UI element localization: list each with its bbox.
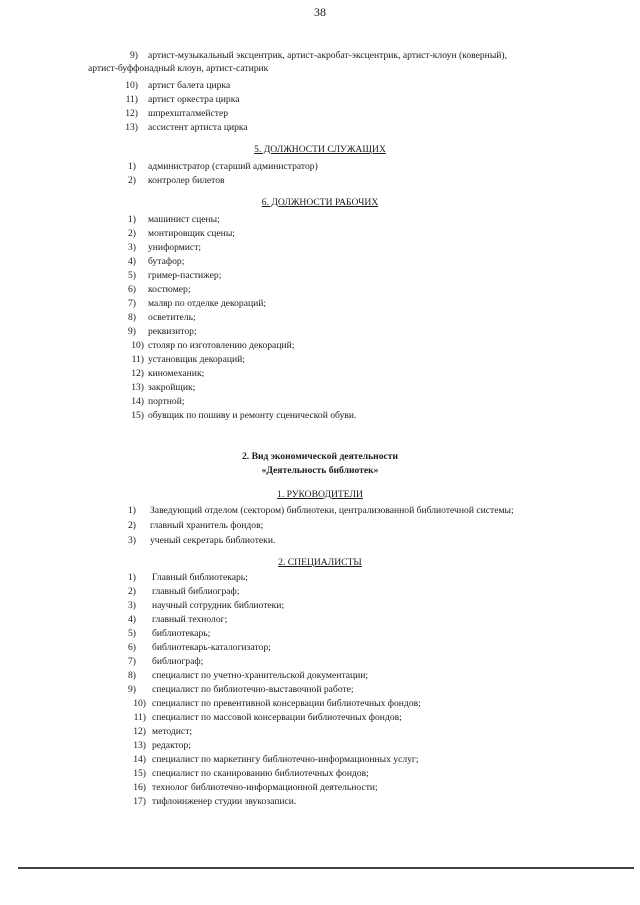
- list-item-number: 2): [128, 586, 136, 597]
- list-item-text: монтировщик сцены;: [148, 228, 235, 239]
- list-item-number: 9): [130, 50, 138, 61]
- list-item-text: киномеханик;: [148, 368, 205, 379]
- list-item-number: 16): [133, 782, 146, 793]
- list-item-number: 10): [133, 698, 146, 709]
- list-item-text: библиотекарь-каталогизатор;: [152, 642, 271, 653]
- list-item-text: главный технолог;: [152, 614, 228, 625]
- list-item-text: контролер билетов: [148, 175, 225, 186]
- list-item-number: 11): [131, 354, 144, 365]
- list-item-number: 13): [125, 122, 138, 133]
- list-item-text: специалист по превентивной консервации библиотечных фондов;: [152, 698, 421, 709]
- list-item-text: библиограф;: [152, 656, 204, 667]
- list-item-number: 10): [131, 340, 144, 351]
- list-item-text: главный хранитель фондов;: [150, 520, 264, 531]
- list-item-number: 11): [125, 94, 138, 105]
- list-item-text: униформист;: [148, 242, 202, 253]
- list-item-text: портной;: [148, 396, 185, 407]
- list-item-number: 15): [133, 768, 146, 779]
- list-item-text: специалист по маркетингу библиотечно-информационных услуг;: [152, 754, 419, 765]
- list-item-number: 1): [128, 505, 136, 516]
- list-item-text: ученый секретарь библиотеки.: [150, 535, 276, 546]
- list-item-text: маляр по отделке декораций;: [148, 298, 267, 309]
- list-item-text: специалист по библиотечно-выставочной работе;: [152, 684, 354, 695]
- list-item-text: машинист сцены;: [148, 214, 220, 225]
- section-heading: 6. ДОЛЖНОСТИ РАБОЧИХ: [261, 197, 379, 208]
- list-item-text: ассистент артиста цирка: [148, 122, 248, 133]
- list-item-text: обувщик по пошиву и ремонту сценической обуви.: [148, 410, 357, 421]
- list-item-text: артист-буффонадный клоун, артист-сатирик: [88, 63, 269, 74]
- list-item-number: 1): [128, 214, 136, 225]
- list-item-number: 4): [128, 256, 136, 267]
- list-item-text: технолог библиотечно-информационной деятельности;: [152, 782, 378, 793]
- list-item-text: специалист по массовой консервации библиотечных фондов;: [152, 712, 402, 723]
- list-item-text: установщик декораций;: [148, 354, 245, 365]
- list-item-number: 13): [133, 740, 146, 751]
- list-item-text: библиотекарь;: [152, 628, 211, 639]
- list-item-number: 13): [131, 382, 144, 393]
- list-item-text: артист-музыкальный эксцентрик, артист-акробат-эксцентрик, артист-клоун (коверный),: [148, 50, 507, 61]
- list-item-number: 2): [128, 228, 136, 239]
- list-item-number: 8): [128, 312, 136, 323]
- list-item-number: 6): [128, 284, 136, 295]
- section-heading: 1. РУКОВОДИТЕЛИ: [277, 489, 363, 500]
- list-item-text: гример-пастижер;: [148, 270, 222, 281]
- list-item-text: бутафор;: [148, 256, 185, 267]
- list-item-text: артист оркестра цирка: [148, 94, 240, 105]
- list-item-number: 2): [128, 520, 136, 531]
- list-item-number: 17): [133, 796, 146, 807]
- list-item-text: артист балета цирка: [148, 80, 231, 91]
- list-item-text: методист;: [152, 726, 193, 737]
- list-item-number: 4): [128, 614, 136, 625]
- list-item-text: научный сотрудник библиотеки;: [152, 600, 285, 611]
- list-item-text: шпрехшталмейстер: [148, 108, 229, 119]
- section-heading: 5. ДОЛЖНОСТИ СЛУЖАЩИХ: [254, 144, 386, 155]
- list-item-text: столяр по изготовлению декораций;: [148, 340, 295, 351]
- list-item-number: 12): [133, 726, 146, 737]
- list-item-number: 11): [133, 712, 146, 723]
- list-item-number: 3): [128, 535, 136, 546]
- list-item-text: тифлоинженер студии звукозаписи.: [152, 796, 297, 807]
- list-item-number: 8): [128, 670, 136, 681]
- activity-title: 2. Вид экономической деятельности: [241, 451, 399, 462]
- list-item-number: 15): [131, 410, 144, 421]
- list-item-text: специалист по сканированию библиотечных фондов;: [152, 768, 369, 779]
- list-item-text: администратор (старший администратор): [148, 161, 318, 172]
- section-heading: 2. СПЕЦИАЛИСТЫ: [278, 557, 362, 568]
- list-item-number: 12): [125, 108, 138, 119]
- page-bottom-rule: [18, 867, 634, 869]
- list-item-text: реквизитор;: [148, 326, 197, 337]
- list-item-number: 1): [128, 161, 136, 172]
- list-item-number: 7): [128, 298, 136, 309]
- list-item-number: 1): [128, 572, 136, 583]
- list-item-text: осветитель;: [148, 312, 196, 323]
- list-item-number: 3): [128, 242, 136, 253]
- list-item-text: Заведующий отделом (сектором) библиотеки, централизованной библиотечной системы;: [150, 505, 514, 516]
- list-item-text: закройщик;: [148, 382, 196, 393]
- list-item-number: 12): [131, 368, 144, 379]
- list-item-text: главный библиограф;: [152, 586, 240, 597]
- list-item-number: 5): [128, 270, 136, 281]
- list-item-text: специалист по учетно-хранительской документации;: [152, 670, 369, 681]
- list-item-number: 7): [128, 656, 136, 667]
- list-item-text: Главный библиотекарь;: [152, 572, 248, 583]
- list-item-number: 2): [128, 175, 136, 186]
- list-item-number: 6): [128, 642, 136, 653]
- activity-subtitle: «Деятельность библиотек»: [261, 465, 379, 476]
- list-item-number: 10): [125, 80, 138, 91]
- list-item-number: 14): [131, 396, 144, 407]
- list-item-text: костюмер;: [148, 284, 191, 295]
- page-number: 38: [314, 5, 326, 19]
- list-item-number: 5): [128, 628, 136, 639]
- list-item-number: 9): [128, 684, 136, 695]
- list-item-number: 14): [133, 754, 146, 765]
- list-item-number: 9): [128, 326, 136, 337]
- list-item-number: 3): [128, 600, 136, 611]
- list-item-text: редактор;: [152, 740, 191, 751]
